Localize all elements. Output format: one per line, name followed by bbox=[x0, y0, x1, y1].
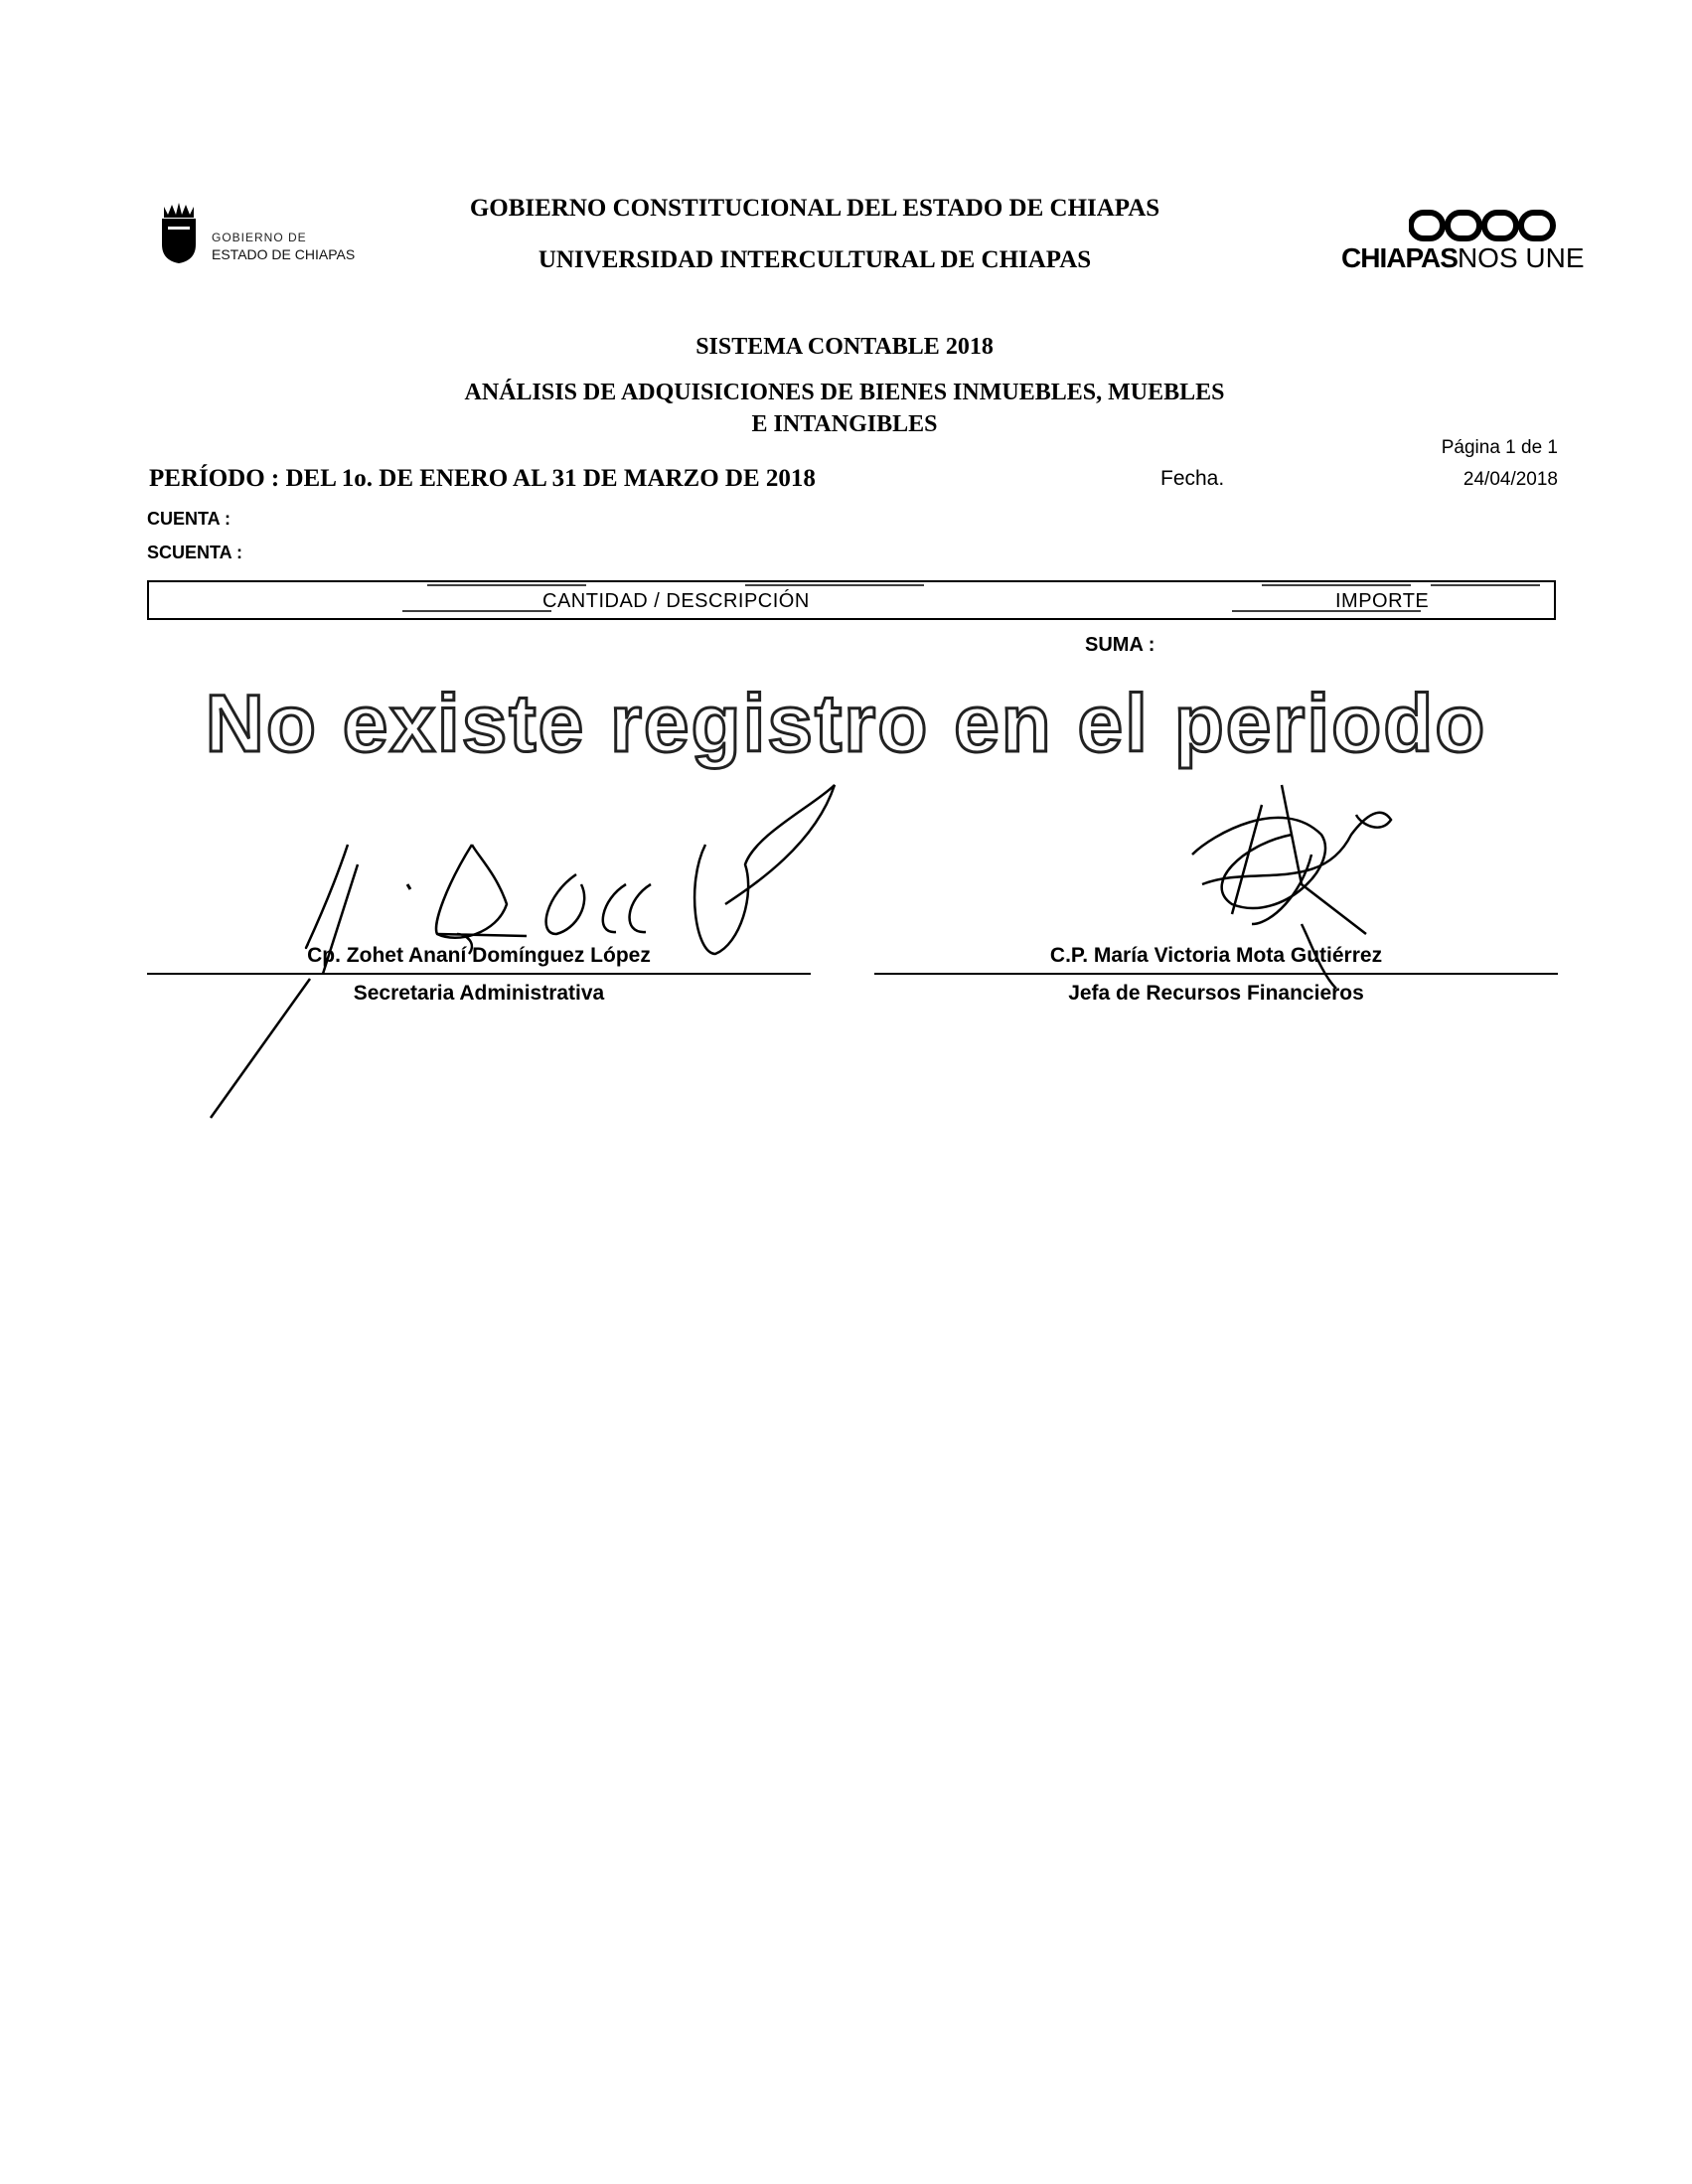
signature-2-name: C.P. María Victoria Mota Gutiérrez bbox=[1049, 944, 1383, 967]
logo-line-2: ESTADO DE CHIAPAS bbox=[212, 246, 356, 262]
government-title: GOBIERNO CONSTITUCIONAL DEL ESTADO DE CHIAPAS bbox=[469, 195, 1160, 222]
brand-text bbox=[1341, 242, 1585, 274]
signature-1-role: Secretaria Administrativa bbox=[353, 982, 605, 1005]
date-value: 24/04/2018 bbox=[1462, 469, 1558, 490]
cuenta-label: CUENTA : bbox=[147, 509, 231, 529]
logo-line-1: GOBIERNO DE bbox=[212, 231, 307, 244]
signature-1-name: Cp. Zohet Ananí Domínguez López bbox=[307, 944, 651, 967]
page-number: Página 1 de 1 bbox=[1441, 437, 1558, 458]
column-description: CANTIDAD / DESCRIPCIÓN bbox=[542, 590, 810, 612]
period-label: PERÍODO : DEL 1o. DE ENERO AL 31 DE MARZO DE 2018 bbox=[149, 465, 816, 492]
coat-of-arms-icon bbox=[154, 201, 204, 264]
signature-2-role: Jefa de Recursos Financieros bbox=[1068, 982, 1364, 1005]
chiapas-nos-une-logo bbox=[1331, 205, 1585, 274]
signature-2-line bbox=[874, 973, 1558, 975]
no-records-message: No existe registro en el periodo bbox=[205, 679, 1487, 769]
rings-icon bbox=[1409, 209, 1558, 242]
brand-light: NOS UNE bbox=[1457, 242, 1585, 273]
column-amount: IMPORTE bbox=[1335, 590, 1430, 612]
scuenta-label: SCUENTA : bbox=[147, 543, 242, 562]
date-label: Fecha. bbox=[1160, 467, 1225, 490]
brand-bold: CHIAPAS bbox=[1341, 242, 1458, 273]
report-title-line-1: ANÁLISIS DE ADQUISICIONES DE BIENES INMUEBLES, MUEBLES bbox=[464, 380, 1225, 405]
report-title-line-2: E INTANGIBLES bbox=[751, 411, 938, 437]
sum-label: SUMA : bbox=[1085, 634, 1155, 656]
table-header bbox=[147, 580, 1556, 620]
state-government-logo bbox=[154, 199, 392, 268]
signature-1-line bbox=[147, 973, 811, 975]
system-title: SISTEMA CONTABLE 2018 bbox=[695, 334, 994, 360]
university-title: UNIVERSIDAD INTERCULTURAL DE CHIAPAS bbox=[538, 246, 1092, 273]
